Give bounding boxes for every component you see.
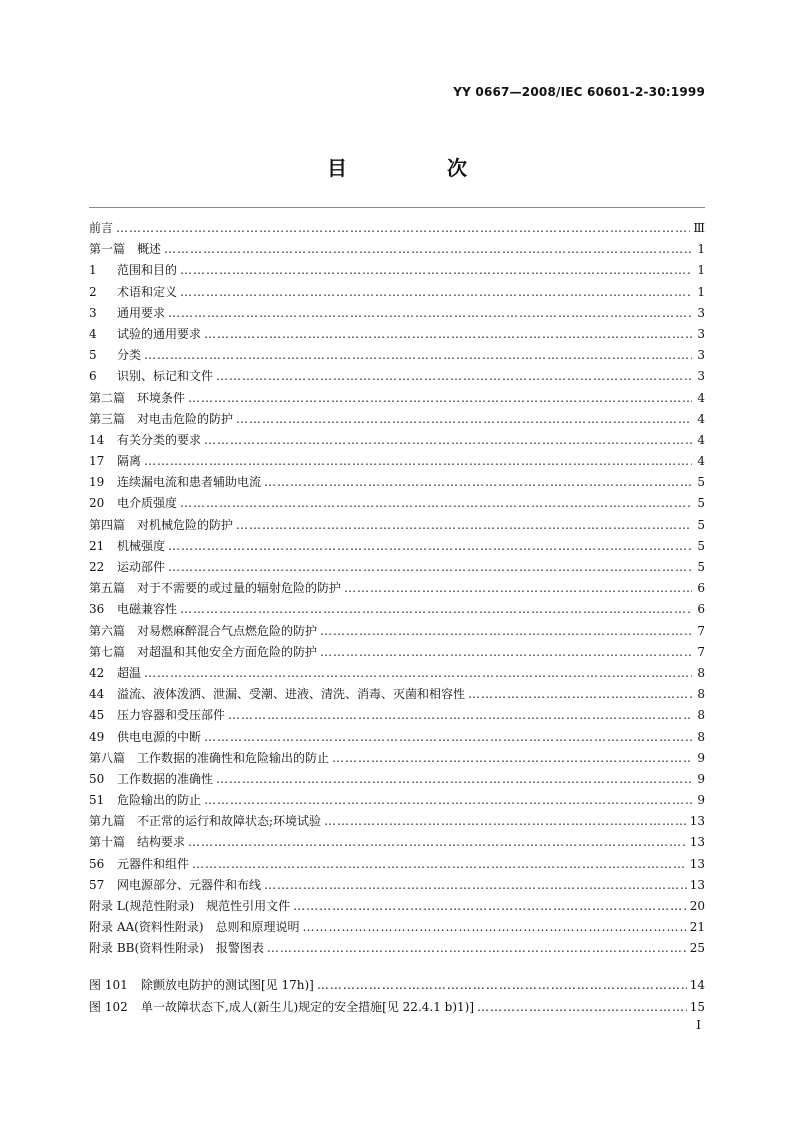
toc-top-rule	[89, 207, 705, 208]
toc-entry-title	[89, 706, 225, 723]
toc-leader-dots	[320, 645, 692, 659]
toc-entry-title	[89, 791, 201, 808]
toc-entry-page: 13	[689, 835, 705, 850]
toc-entry-page: 20	[689, 899, 705, 913]
toc-entry-label: 识别、标记和文件	[117, 369, 214, 384]
toc-entry-number: 22	[89, 560, 105, 574]
toc-entry[interactable]	[89, 516, 705, 537]
toc-entry-page: 6	[697, 581, 705, 596]
toc-entry[interactable]	[89, 897, 705, 918]
toc-entry-title	[89, 283, 177, 300]
toc-entry-title	[89, 537, 165, 554]
toc-entry-title	[89, 897, 290, 914]
toc-entry-title	[89, 749, 329, 766]
toc-entry[interactable]	[89, 770, 705, 791]
toc-entry-label: 连续漏电流和患者辅助电流	[117, 475, 262, 490]
toc-entry[interactable]	[89, 833, 705, 854]
toc-entry-label: 运动部件	[117, 560, 166, 574]
figure-entry-number: 图 101	[89, 978, 128, 992]
toc-entry-title	[89, 261, 177, 278]
toc-entry-title	[89, 473, 261, 490]
toc-leader-dots	[468, 687, 692, 701]
toc-entry[interactable]	[89, 304, 705, 325]
toc-entry[interactable]	[89, 473, 705, 494]
toc-leader-dots	[324, 814, 687, 828]
toc-entry-number: 2	[89, 284, 97, 299]
toc-entry-page: 7	[697, 623, 705, 638]
toc-entry-number: 36	[89, 602, 105, 617]
toc-leader-dots	[332, 751, 692, 765]
toc-entry-title	[89, 812, 321, 829]
figure-entry-title	[89, 998, 474, 1015]
toc-entry[interactable]	[89, 325, 705, 346]
toc-entry-page: 1	[697, 263, 705, 278]
toc-entry-page: 1	[697, 284, 705, 299]
toc-entry-page: 25	[689, 941, 705, 956]
toc-leader-dots	[228, 708, 692, 722]
toc-entry-label: 第七篇 对超温和其他安全方面危险的防护	[89, 644, 318, 659]
toc-entry-title	[89, 367, 213, 384]
table-of-contents	[89, 219, 705, 961]
toc-entry-page: 8	[697, 665, 705, 680]
figure-entry[interactable]	[89, 976, 705, 998]
toc-entry-page: 8	[697, 729, 705, 744]
toc-entry-label: 第八篇 工作数据的准确性和危险输出的防止	[89, 750, 330, 765]
toc-entry-page: 1	[697, 242, 705, 257]
toc-entry-title	[89, 558, 165, 575]
toc-entry-number: 21	[89, 538, 105, 553]
figure-entry-title	[89, 976, 314, 993]
toc-entry-number: 49	[89, 729, 105, 744]
toc-entry-page: 4	[697, 411, 705, 426]
toc-entry-title	[89, 939, 264, 956]
toc-entry-title	[89, 304, 165, 321]
toc-entry-page: 3	[697, 326, 705, 341]
toc-entry-label: 电介质强度	[117, 496, 178, 511]
toc-entry-title	[89, 431, 201, 448]
toc-entry-title	[89, 452, 141, 469]
toc-entry-label: 机械强度	[117, 538, 166, 553]
toc-entry-title	[89, 643, 317, 660]
toc-entry-label: 分类	[117, 348, 142, 363]
toc-entry-title	[89, 918, 300, 935]
toc-entry[interactable]	[89, 643, 705, 664]
toc-leader-dots	[144, 348, 692, 362]
toc-entry-page: 4	[697, 454, 705, 469]
toc-leader-dots	[267, 941, 687, 955]
toc-leader-dots	[204, 327, 692, 341]
toc-entry[interactable]	[89, 579, 705, 600]
toc-entry-label: 元器件和组件	[117, 856, 190, 871]
toc-entry-page: 6	[697, 602, 705, 617]
toc-entry-number: 19	[89, 475, 105, 490]
toc-entry-label: 第二篇 环境条件	[89, 390, 186, 405]
toc-entry-label: 附录 AA(资料性附录) 总则和原理说明	[89, 920, 300, 935]
toc-entry-page: 7	[697, 644, 705, 659]
toc-leader-dots	[216, 772, 692, 786]
toc-entry-label: 范围和目的	[117, 263, 178, 278]
toc-entry-number: 45	[89, 708, 105, 723]
toc-entry-number: 50	[89, 771, 105, 786]
toc-entry-number: 5	[89, 348, 97, 363]
toc-entry[interactable]	[89, 261, 705, 282]
toc-entry-page: 9	[697, 793, 705, 808]
toc-entry-number: 57	[89, 877, 105, 892]
toc-entry-label: 网电源部分、元器件和布线	[117, 877, 262, 892]
toc-entry-page: 9	[697, 771, 705, 786]
toc-entry[interactable]	[89, 240, 705, 261]
toc-entry-title	[89, 516, 233, 533]
toc-entry-number: 4	[89, 326, 97, 341]
toc-leader-dots	[168, 539, 692, 553]
toc-entry-label: 压力容器和受压部件	[117, 708, 226, 723]
toc-entry[interactable]	[89, 389, 705, 410]
toc-leader-dots	[144, 666, 692, 680]
toc-entry-label: 术语和定义	[117, 284, 178, 299]
toc-entry-number: 42	[89, 665, 105, 680]
toc-entry[interactable]	[89, 918, 705, 939]
toc-entry-title	[89, 325, 201, 342]
toc-entry-page: 5	[697, 517, 705, 532]
toc-entry-number: 44	[89, 687, 105, 702]
figure-entry-label: 单一故障状态下,成人(新生儿)规定的安全措施[见 22.4.1 b)1)]	[141, 1000, 475, 1014]
toc-entry-number: 51	[89, 793, 105, 808]
toc-entry-title	[89, 833, 185, 850]
toc-entry-number: 17	[89, 454, 105, 469]
toc-entry-title	[89, 685, 465, 702]
toc-entry-page: 5	[697, 475, 705, 490]
toc-leader-dots	[144, 454, 692, 468]
toc-entry[interactable]	[89, 600, 705, 621]
toc-entry-title	[89, 728, 201, 745]
toc-entry-title	[89, 855, 189, 872]
figure-entry[interactable]	[89, 998, 705, 1020]
toc-leader-dots	[192, 857, 687, 871]
toc-entry[interactable]	[89, 791, 705, 812]
toc-entry[interactable]	[89, 431, 705, 452]
toc-entry-number: 3	[89, 305, 97, 320]
toc-entry-label: 有关分类的要求	[117, 432, 202, 447]
toc-leader-dots	[188, 835, 687, 849]
toc-leader-dots	[204, 433, 692, 447]
toc-leader-dots	[116, 221, 690, 235]
toc-leader-dots	[303, 920, 687, 934]
toc-entry[interactable]	[89, 367, 705, 388]
toc-entry-number: 14	[89, 432, 105, 447]
toc-entry-label: 通用要求	[117, 305, 166, 320]
toc-entry-label: 危险输出的防止	[117, 793, 202, 808]
toc-leader-dots	[236, 412, 692, 426]
toc-entry-title	[89, 389, 185, 406]
figure-leader-dots	[317, 978, 687, 992]
figure-leader-dots	[477, 1000, 687, 1014]
toc-entry-label: 第九篇 不正常的运行和故障状态;环境试验	[89, 814, 322, 829]
toc-entry-title	[89, 410, 233, 427]
toc-entry-title	[89, 876, 261, 893]
toc-leader-dots	[264, 878, 687, 892]
page-title: 目 次	[327, 156, 507, 180]
figure-entry-page: 14	[689, 978, 705, 992]
toc-entry[interactable]	[89, 283, 705, 304]
list-of-figures	[89, 976, 705, 1020]
toc-entry-number: 6	[89, 369, 97, 384]
toc-entry-label: 工作数据的准确性	[117, 771, 214, 786]
toc-entry-page: 13	[689, 814, 705, 829]
page-number: I	[696, 1018, 701, 1032]
toc-leader-dots	[236, 518, 692, 532]
toc-entry-page: 3	[697, 348, 705, 363]
toc-leader-dots	[344, 581, 692, 595]
toc-leader-dots	[216, 369, 692, 383]
toc-entry[interactable]	[89, 706, 705, 727]
toc-leader-dots	[204, 793, 692, 807]
toc-entry[interactable]	[89, 728, 705, 749]
toc-entry-title	[89, 664, 141, 681]
toc-leader-dots	[204, 730, 692, 744]
toc-entry-page: 5	[697, 538, 705, 553]
toc-entry-label: 超温	[117, 665, 142, 680]
toc-entry-label: 第三篇 对电击危险的防护	[89, 411, 234, 426]
toc-entry[interactable]	[89, 812, 705, 833]
toc-entry[interactable]	[89, 622, 705, 643]
toc-entry-page: 5	[697, 496, 705, 511]
toc-entry-title	[89, 346, 141, 363]
toc-leader-dots	[264, 475, 692, 489]
toc-entry-label: 第六篇 对易燃麻醉混合气点燃危险的防护	[89, 623, 318, 638]
toc-leader-dots	[320, 624, 692, 638]
toc-entry-title	[89, 622, 317, 639]
toc-entry[interactable]	[89, 749, 705, 770]
toc-entry-label: 第四篇 对机械危险的防护	[89, 517, 234, 532]
toc-entry-page: 4	[697, 390, 705, 405]
toc-entry-page: Ⅲ	[693, 221, 705, 235]
toc-entry-page: 3	[697, 369, 705, 384]
toc-entry-page: 3	[697, 305, 705, 320]
toc-entry-title	[89, 770, 213, 787]
toc-entry-label: 第五篇 对于不需要的或过量的辐射危险的防护	[89, 581, 342, 596]
toc-entry-page: 5	[697, 560, 705, 574]
toc-entry[interactable]	[89, 219, 705, 240]
toc-entry-number: 20	[89, 496, 105, 511]
toc-entry-label: 电磁兼容性	[117, 602, 178, 617]
figure-entry-label: 除颤放电防护的测试图[见 17h)]	[141, 978, 314, 992]
figure-entry-page: 15	[689, 1000, 705, 1014]
toc-entry-title	[89, 219, 113, 236]
toc-entry[interactable]	[89, 855, 705, 876]
toc-entry-label: 溢流、液体泼洒、泄漏、受潮、进液、清洗、消毒、灭菌和相容性	[117, 687, 466, 702]
toc-entry-number: 56	[89, 856, 105, 871]
toc-entry-title	[89, 240, 161, 257]
toc-leader-dots	[168, 306, 692, 320]
toc-entry-label: 隔离	[117, 454, 142, 469]
toc-entry-label: 供电电源的中断	[117, 729, 202, 744]
standard-code: YY 0667—2008/IEC 60601-2-30:1999	[453, 85, 705, 99]
toc-entry-page: 13	[689, 877, 705, 892]
toc-leader-dots	[188, 391, 692, 405]
toc-leader-dots	[180, 602, 692, 616]
toc-entry-title	[89, 494, 177, 511]
toc-entry-number: 1	[89, 263, 97, 278]
toc-leader-dots	[180, 263, 692, 277]
figure-entry-number: 图 102	[89, 1000, 128, 1014]
toc-entry-title	[89, 600, 177, 617]
toc-entry[interactable]	[89, 876, 705, 897]
toc-entry-label: 第十篇 结构要求	[89, 835, 186, 850]
toc-entry-label: 附录 BB(资料性附录) 报警图表	[89, 941, 264, 956]
toc-entry-title	[89, 579, 341, 596]
toc-entry-page: 4	[697, 432, 705, 447]
toc-entry[interactable]	[89, 664, 705, 685]
toc-entry[interactable]	[89, 685, 705, 706]
toc-entry[interactable]	[89, 346, 705, 367]
toc-entry-page: 13	[689, 856, 705, 871]
toc-entry[interactable]	[89, 537, 705, 558]
toc-leader-dots	[293, 899, 687, 913]
toc-entry-label: 附录 L(规范性附录) 规范性引用文件	[89, 899, 291, 913]
toc-leader-dots	[180, 285, 692, 299]
toc-leader-dots	[168, 560, 692, 574]
toc-entry-page: 8	[697, 687, 705, 702]
toc-entry-label: 试验的通用要求	[117, 326, 202, 341]
toc-entry[interactable]	[89, 452, 705, 473]
toc-entry[interactable]	[89, 410, 705, 431]
toc-entry[interactable]	[89, 939, 705, 960]
toc-entry-label: 第一篇 概述	[89, 242, 162, 257]
toc-entry-page: 8	[697, 708, 705, 723]
toc-entry-label: 前言	[89, 221, 114, 235]
toc-entry-page: 9	[697, 750, 705, 765]
toc-entry[interactable]	[89, 494, 705, 515]
toc-leader-dots	[164, 242, 692, 256]
toc-entry-page: 21	[689, 920, 705, 935]
toc-leader-dots	[180, 496, 692, 510]
toc-entry[interactable]	[89, 558, 705, 579]
